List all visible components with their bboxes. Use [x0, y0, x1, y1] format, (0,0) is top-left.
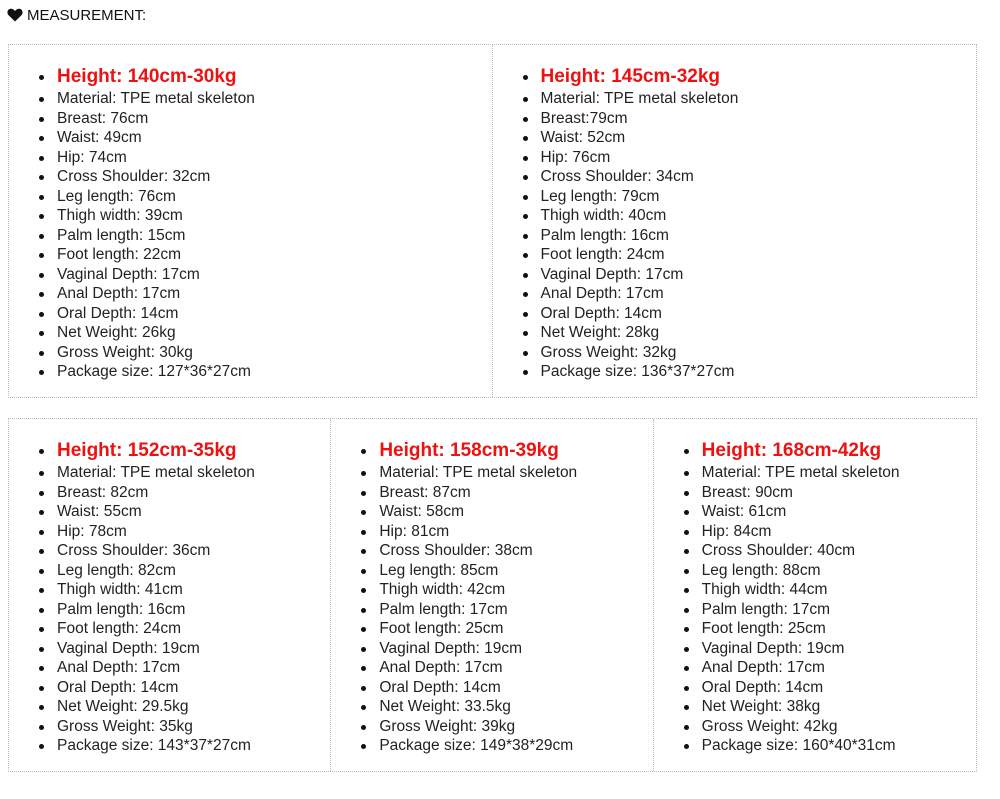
spec-item: Waist: 49cm [39, 128, 255, 148]
spec-item: Vaginal Depth: 19cm [361, 639, 577, 659]
size-table-top [8, 44, 977, 398]
spec-item: Thigh width: 39cm [39, 206, 255, 226]
spec-item: Vaginal Depth: 17cm [523, 265, 739, 285]
spec-item: Oral Depth: 14cm [361, 678, 577, 698]
spec-item: Foot length: 24cm [523, 245, 739, 265]
heart-icon [7, 8, 23, 22]
spec-item: Thigh width: 40cm [523, 206, 739, 226]
spec-item: Breast: 76cm [39, 109, 255, 129]
spec-item: Net Weight: 29.5kg [39, 697, 255, 717]
spec-item: Foot length: 24cm [39, 619, 255, 639]
size-title: Height: 140cm-30kg [39, 64, 255, 89]
spec-item: Palm length: 17cm [361, 600, 577, 620]
spec-item: Material: TPE metal skeleton [684, 463, 900, 483]
spec-item: Cross Shoulder: 36cm [39, 541, 255, 561]
spec-list [39, 64, 255, 382]
spec-item: Vaginal Depth: 19cm [684, 639, 900, 659]
spec-item: Leg length: 85cm [361, 561, 577, 581]
size-table-bottom [8, 418, 977, 772]
spec-item: Gross Weight: 42kg [684, 717, 900, 737]
spec-item: Waist: 52cm [523, 128, 739, 148]
spec-item: Package size: 136*37*27cm [523, 362, 739, 382]
size-title: Height: 168cm-42kg [684, 438, 900, 463]
spec-item: Waist: 55cm [39, 502, 255, 522]
spec-item: Package size: 127*36*27cm [39, 362, 255, 382]
spec-item: Oral Depth: 14cm [39, 304, 255, 324]
spec-item: Package size: 143*37*27cm [39, 736, 255, 756]
spec-item: Oral Depth: 14cm [39, 678, 255, 698]
spec-item: Material: TPE metal skeleton [39, 89, 255, 109]
size-title: Height: 158cm-39kg [361, 438, 577, 463]
spec-item: Net Weight: 38kg [684, 697, 900, 717]
spec-item: Palm length: 17cm [684, 600, 900, 620]
spec-item: Cross Shoulder: 40cm [684, 541, 900, 561]
spec-item: Breast: 82cm [39, 483, 255, 503]
spec-item: Material: TPE metal skeleton [39, 463, 255, 483]
measurement-label: MEASUREMENT: [27, 6, 147, 24]
spec-item: Foot length: 25cm [684, 619, 900, 639]
spec-item: Oral Depth: 14cm [523, 304, 739, 324]
spec-item: Palm length: 16cm [39, 600, 255, 620]
spec-list [361, 438, 577, 756]
spec-item: Cross Shoulder: 34cm [523, 167, 739, 187]
size-cell-168 [654, 419, 976, 771]
spec-item: Material: TPE metal skeleton [361, 463, 577, 483]
spec-item: Cross Shoulder: 32cm [39, 167, 255, 187]
spec-item: Breast: 87cm [361, 483, 577, 503]
spec-item: Vaginal Depth: 17cm [39, 265, 255, 285]
spec-item: Leg length: 76cm [39, 187, 255, 207]
spec-item: Hip: 78cm [39, 522, 255, 542]
spec-item: Hip: 81cm [361, 522, 577, 542]
size-title: Height: 152cm-35kg [39, 438, 255, 463]
spec-item: Palm length: 16cm [523, 226, 739, 246]
spec-item: Hip: 74cm [39, 148, 255, 168]
spec-item: Thigh width: 42cm [361, 580, 577, 600]
spec-item: Material: TPE metal skeleton [523, 89, 739, 109]
spec-item: Foot length: 22cm [39, 245, 255, 265]
spec-item: Anal Depth: 17cm [39, 658, 255, 678]
spec-item: Foot length: 25cm [361, 619, 577, 639]
spec-list [39, 438, 255, 756]
spec-item: Breast:79cm [523, 109, 739, 129]
spec-item: Anal Depth: 17cm [39, 284, 255, 304]
spec-item: Thigh width: 44cm [684, 580, 900, 600]
spec-item: Waist: 61cm [684, 502, 900, 522]
spec-item: Net Weight: 26kg [39, 323, 255, 343]
spec-item: Anal Depth: 17cm [523, 284, 739, 304]
spec-item: Net Weight: 28kg [523, 323, 739, 343]
spec-item: Hip: 76cm [523, 148, 739, 168]
spec-item: Package size: 160*40*31cm [684, 736, 900, 756]
measurement-header [7, 5, 146, 25]
spec-item: Cross Shoulder: 38cm [361, 541, 577, 561]
spec-item: Vaginal Depth: 19cm [39, 639, 255, 659]
spec-item: Net Weight: 33.5kg [361, 697, 577, 717]
spec-item: Hip: 84cm [684, 522, 900, 542]
spec-item: Waist: 58cm [361, 502, 577, 522]
spec-item: Gross Weight: 30kg [39, 343, 255, 363]
spec-item: Palm length: 15cm [39, 226, 255, 246]
size-title: Height: 145cm-32kg [523, 64, 739, 89]
spec-item: Breast: 90cm [684, 483, 900, 503]
spec-item: Anal Depth: 17cm [361, 658, 577, 678]
size-cell-140 [9, 45, 493, 397]
spec-item: Thigh width: 41cm [39, 580, 255, 600]
spec-item: Leg length: 82cm [39, 561, 255, 581]
spec-list [684, 438, 900, 756]
spec-item: Gross Weight: 39kg [361, 717, 577, 737]
size-cell-145 [493, 45, 977, 397]
spec-item: Gross Weight: 32kg [523, 343, 739, 363]
size-cell-158 [331, 419, 653, 771]
spec-item: Anal Depth: 17cm [684, 658, 900, 678]
size-cell-152 [9, 419, 331, 771]
spec-item: Package size: 149*38*29cm [361, 736, 577, 756]
spec-item: Leg length: 79cm [523, 187, 739, 207]
spec-list [523, 64, 739, 382]
spec-item: Oral Depth: 14cm [684, 678, 900, 698]
spec-item: Leg length: 88cm [684, 561, 900, 581]
spec-item: Gross Weight: 35kg [39, 717, 255, 737]
